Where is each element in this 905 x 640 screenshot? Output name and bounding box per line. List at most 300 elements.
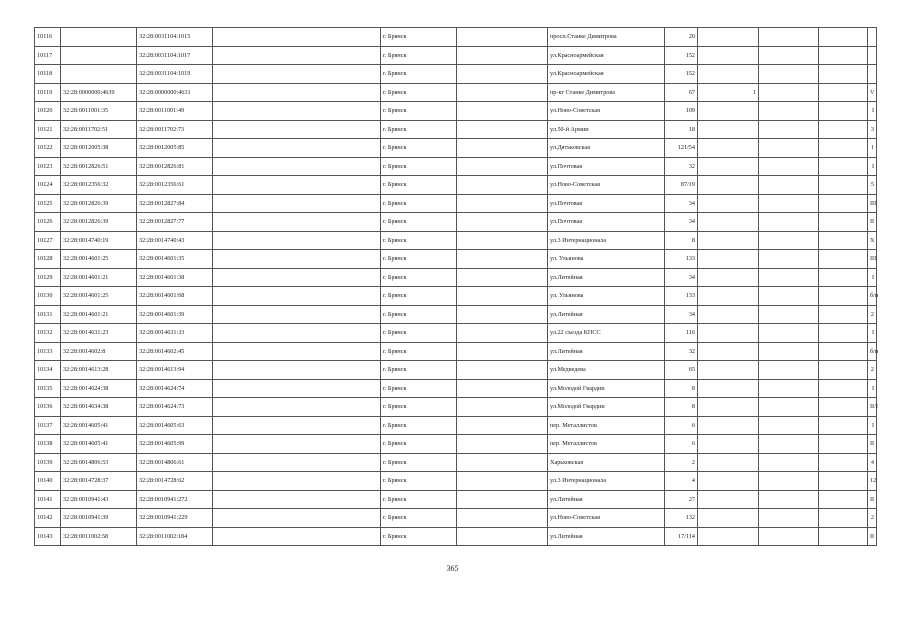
cell-street: ул.Почтовая xyxy=(548,194,665,213)
cell-premise: X xyxy=(868,231,877,250)
cell-empty-col xyxy=(213,305,381,324)
cell-house-number: 116 xyxy=(665,324,698,343)
cell-extra-col-a xyxy=(698,102,759,121)
cell-house-number: 6 xyxy=(665,435,698,454)
cell-cadastral-number-parcel xyxy=(61,65,137,84)
cell-house-number: 34 xyxy=(665,194,698,213)
cell-extra-col-a xyxy=(698,213,759,232)
cell-street: ул.Литейная xyxy=(548,527,665,546)
cell-record-number: 10138 xyxy=(35,435,61,454)
cell-record-number: 10120 xyxy=(35,102,61,121)
cell-extra-col-c xyxy=(819,490,868,509)
cell-extra-col-a xyxy=(698,28,759,47)
cell-empty-col xyxy=(213,194,381,213)
cell-premise xyxy=(868,65,877,84)
cell-house-number: 34 xyxy=(665,305,698,324)
cell-empty-col xyxy=(457,379,548,398)
cell-record-number: 10124 xyxy=(35,176,61,195)
cell-cadastral-number-parcel: 32:28:0010941:43 xyxy=(61,490,137,509)
cell-cadastral-number-object: 32:28:0014624:74 xyxy=(137,379,213,398)
cell-cadastral-number-parcel: 32:28:0011002:58 xyxy=(61,527,137,546)
cell-city: г. Брянск xyxy=(381,231,457,250)
cell-cadastral-number-parcel: 32:28:0014634:38 xyxy=(61,398,137,417)
cell-premise: V xyxy=(868,83,877,102)
table-row xyxy=(35,379,877,398)
cell-cadastral-number-object: 32:28:0012356:61 xyxy=(137,176,213,195)
cell-street: ул.Почтовая xyxy=(548,213,665,232)
cell-extra-col-a xyxy=(698,435,759,454)
table-row xyxy=(35,157,877,176)
cell-extra-col-a xyxy=(698,472,759,491)
cell-city: г. Брянск xyxy=(381,527,457,546)
cell-house-number: 133 xyxy=(665,250,698,269)
cell-extra-col-b xyxy=(759,213,819,232)
cell-city: г. Брянск xyxy=(381,361,457,380)
cell-cadastral-number-object: 32:28:0012827:84 xyxy=(137,194,213,213)
cell-house-number: 20 xyxy=(665,28,698,47)
cell-extra-col-b xyxy=(759,287,819,306)
cell-empty-col xyxy=(213,120,381,139)
cell-premise: II xyxy=(868,435,877,454)
cell-cadastral-number-parcel: 32:28:0014601:21 xyxy=(61,305,137,324)
cell-cadastral-number-parcel: 32:28:0014602:8 xyxy=(61,342,137,361)
cell-premise: 12 xyxy=(868,472,877,491)
cell-record-number: 10118 xyxy=(35,65,61,84)
cell-empty-col xyxy=(457,509,548,528)
cell-premise: 2 xyxy=(868,361,877,380)
cell-cadastral-number-parcel: 32:28:0014631:23 xyxy=(61,324,137,343)
cell-cadastral-number-object: 32:28:0014602:45 xyxy=(137,342,213,361)
cell-record-number: 10116 xyxy=(35,28,61,47)
cell-house-number: 34 xyxy=(665,213,698,232)
cell-city: г. Брянск xyxy=(381,120,457,139)
cell-record-number: 10125 xyxy=(35,194,61,213)
cell-cadastral-number-object: 32:28:0014806:61 xyxy=(137,453,213,472)
cell-extra-col-a xyxy=(698,231,759,250)
cell-empty-col xyxy=(213,139,381,158)
cell-extra-col-a xyxy=(698,287,759,306)
table-row xyxy=(35,398,877,417)
cell-extra-col-b xyxy=(759,490,819,509)
cell-extra-col-c xyxy=(819,435,868,454)
cell-extra-col-c xyxy=(819,527,868,546)
cell-premise xyxy=(868,46,877,65)
cell-street: ул.Медведева xyxy=(548,361,665,380)
table-row xyxy=(35,527,877,546)
cell-extra-col-a xyxy=(698,379,759,398)
cell-empty-col xyxy=(457,28,548,47)
cell-house-number: 6 xyxy=(665,416,698,435)
cell-record-number: 10143 xyxy=(35,527,61,546)
cell-cadastral-number-object: 32:28:0011702:73 xyxy=(137,120,213,139)
cell-premise: III xyxy=(868,250,877,269)
cell-extra-col-b xyxy=(759,102,819,121)
cell-extra-col-c xyxy=(819,324,868,343)
cell-street: ул. Ульянова xyxy=(548,250,665,269)
cell-empty-col xyxy=(213,176,381,195)
cell-extra-col-c xyxy=(819,102,868,121)
cell-city: г. Брянск xyxy=(381,268,457,287)
cell-street: ул.Красноармейская xyxy=(548,46,665,65)
table-row xyxy=(35,65,877,84)
cell-city: г. Брянск xyxy=(381,453,457,472)
cell-empty-col xyxy=(457,250,548,269)
table-row xyxy=(35,509,877,528)
cell-city: г. Брянск xyxy=(381,435,457,454)
cell-city: г. Брянск xyxy=(381,472,457,491)
cell-empty-col xyxy=(457,361,548,380)
cell-empty-col xyxy=(457,46,548,65)
cell-extra-col-b xyxy=(759,472,819,491)
cell-extra-col-c xyxy=(819,28,868,47)
cell-extra-col-b xyxy=(759,176,819,195)
cell-extra-col-a xyxy=(698,176,759,195)
cell-extra-col-b xyxy=(759,83,819,102)
cell-record-number: 10123 xyxy=(35,157,61,176)
cell-cadastral-number-object: 32:28:0011001:49 xyxy=(137,102,213,121)
cell-empty-col xyxy=(213,102,381,121)
cell-cadastral-number-object: 32:28:0010941:229 xyxy=(137,509,213,528)
cell-cadastral-number-object: 32:28:0014728:62 xyxy=(137,472,213,491)
cell-record-number: 10140 xyxy=(35,472,61,491)
cell-city: г. Брянск xyxy=(381,194,457,213)
cell-extra-col-c xyxy=(819,176,868,195)
cell-city: г. Брянск xyxy=(381,398,457,417)
cell-record-number: 10121 xyxy=(35,120,61,139)
table-row xyxy=(35,250,877,269)
cell-house-number: 121/54 xyxy=(665,139,698,158)
cell-premise: б/н xyxy=(868,342,877,361)
cell-cadastral-number-parcel: 32:28:0012826:51 xyxy=(61,157,137,176)
cell-extra-col-c xyxy=(819,305,868,324)
table-row xyxy=(35,435,877,454)
cell-empty-col xyxy=(213,28,381,47)
cell-record-number: 10117 xyxy=(35,46,61,65)
cell-street: ул. Ульянова xyxy=(548,287,665,306)
cell-street: ул.Ново-Советская xyxy=(548,176,665,195)
cell-extra-col-b xyxy=(759,305,819,324)
cell-city: г. Брянск xyxy=(381,102,457,121)
cell-record-number: 10133 xyxy=(35,342,61,361)
cell-empty-col xyxy=(457,324,548,343)
cell-cadastral-number-object: 32:28:0014613:94 xyxy=(137,361,213,380)
cell-cadastral-number-object: 32:28:0014601:39 xyxy=(137,305,213,324)
cell-street: ул.Ново-Советская xyxy=(548,102,665,121)
cell-record-number: 10128 xyxy=(35,250,61,269)
cell-premise: III xyxy=(868,194,877,213)
cell-premise: II/I xyxy=(868,398,877,417)
table-row xyxy=(35,102,877,121)
cell-street: ул.Литейная xyxy=(548,342,665,361)
cell-extra-col-a xyxy=(698,194,759,213)
cell-house-number: 65 xyxy=(665,361,698,380)
cell-empty-col xyxy=(213,250,381,269)
cell-extra-col-b xyxy=(759,527,819,546)
cell-empty-col xyxy=(457,342,548,361)
table-row xyxy=(35,231,877,250)
cell-cadastral-number-object: 32:28:0014601:38 xyxy=(137,268,213,287)
cell-house-number: 32 xyxy=(665,157,698,176)
cell-city: г. Брянск xyxy=(381,46,457,65)
cell-city: г. Брянск xyxy=(381,213,457,232)
cell-empty-col xyxy=(457,231,548,250)
cell-extra-col-a xyxy=(698,250,759,269)
cell-extra-col-a xyxy=(698,139,759,158)
cell-record-number: 10130 xyxy=(35,287,61,306)
cell-house-number: 32 xyxy=(665,342,698,361)
cell-street: ул.Ново-Советская xyxy=(548,509,665,528)
cell-extra-col-b xyxy=(759,46,819,65)
cell-extra-col-a xyxy=(698,46,759,65)
cell-empty-col xyxy=(213,342,381,361)
cell-cadastral-number-parcel: 32:28:0012005:38 xyxy=(61,139,137,158)
table-row xyxy=(35,176,877,195)
table-row xyxy=(35,287,877,306)
cell-extra-col-c xyxy=(819,453,868,472)
cell-cadastral-number-parcel: 32:28:0014601:21 xyxy=(61,268,137,287)
cell-street: ул.Литейная xyxy=(548,268,665,287)
cell-empty-col xyxy=(457,102,548,121)
cell-house-number: 8 xyxy=(665,398,698,417)
cell-city: г. Брянск xyxy=(381,379,457,398)
cell-empty-col xyxy=(213,324,381,343)
cell-city: г. Брянск xyxy=(381,176,457,195)
cell-premise: I xyxy=(868,268,877,287)
cell-extra-col-b xyxy=(759,416,819,435)
cell-record-number: 10119 xyxy=(35,83,61,102)
table-row xyxy=(35,472,877,491)
cell-record-number: 10126 xyxy=(35,213,61,232)
cell-cadastral-number-parcel: 32:28:0014740:19 xyxy=(61,231,137,250)
cell-extra-col-b xyxy=(759,120,819,139)
cell-empty-col xyxy=(213,213,381,232)
cell-empty-col xyxy=(213,398,381,417)
cell-extra-col-c xyxy=(819,83,868,102)
cell-extra-col-a xyxy=(698,120,759,139)
cell-empty-col xyxy=(213,490,381,509)
cell-empty-col xyxy=(213,379,381,398)
cell-street: ул.Литейная xyxy=(548,305,665,324)
cell-extra-col-c xyxy=(819,194,868,213)
cell-city: г. Брянск xyxy=(381,250,457,269)
cell-cadastral-number-object: 32:28:0014605:99 xyxy=(137,435,213,454)
page-number: 365 xyxy=(446,564,459,573)
cell-extra-col-b xyxy=(759,250,819,269)
cell-empty-col xyxy=(213,527,381,546)
cell-empty-col xyxy=(213,287,381,306)
cell-empty-col xyxy=(213,65,381,84)
cell-house-number: 67 xyxy=(665,83,698,102)
cell-empty-col xyxy=(213,231,381,250)
cell-house-number: 27 xyxy=(665,490,698,509)
cell-empty-col xyxy=(213,157,381,176)
cell-street: ул.50-й Армии xyxy=(548,120,665,139)
cell-street: пер. Металлистов xyxy=(548,416,665,435)
cell-empty-col xyxy=(457,490,548,509)
cell-cadastral-number-object: 32:28:0012826:81 xyxy=(137,157,213,176)
cell-extra-col-c xyxy=(819,139,868,158)
cell-cadastral-number-parcel xyxy=(61,46,137,65)
cell-extra-col-b xyxy=(759,453,819,472)
cell-premise xyxy=(868,28,877,47)
cell-cadastral-number-parcel: 32:28:0011702:51 xyxy=(61,120,137,139)
cell-extra-col-c xyxy=(819,398,868,417)
cell-record-number: 10136 xyxy=(35,398,61,417)
cell-house-number: 152 xyxy=(665,46,698,65)
cell-premise: II xyxy=(868,490,877,509)
cell-premise: 1 xyxy=(868,139,877,158)
cell-extra-col-b xyxy=(759,324,819,343)
cell-cadastral-number-parcel: 32:28:0014601:25 xyxy=(61,287,137,306)
cell-premise: б/н xyxy=(868,287,877,306)
cell-empty-col xyxy=(457,176,548,195)
cell-extra-col-a xyxy=(698,65,759,84)
cell-cadastral-number-parcel: 32:28:0012826:39 xyxy=(61,213,137,232)
cell-cadastral-number-object: 32:28:0014601:35 xyxy=(137,250,213,269)
cell-city: г. Брянск xyxy=(381,28,457,47)
cell-street: ул.Почтовая xyxy=(548,157,665,176)
cell-extra-col-b xyxy=(759,28,819,47)
cell-record-number: 10139 xyxy=(35,453,61,472)
table-row xyxy=(35,305,877,324)
cell-street: Харьковская xyxy=(548,453,665,472)
cell-cadastral-number-object: 32:28:0012005:85 xyxy=(137,139,213,158)
cell-cadastral-number-object: 32:28:0014605:63 xyxy=(137,416,213,435)
cell-empty-col xyxy=(213,435,381,454)
cell-empty-col xyxy=(457,472,548,491)
cell-house-number: 152 xyxy=(665,65,698,84)
cell-house-number: 132 xyxy=(665,509,698,528)
cell-extra-col-c xyxy=(819,342,868,361)
cell-cadastral-number-parcel: 32:28:0014806:53 xyxy=(61,453,137,472)
table-row xyxy=(35,83,877,102)
cell-empty-col xyxy=(213,509,381,528)
cell-city: г. Брянск xyxy=(381,509,457,528)
cell-city: г. Брянск xyxy=(381,83,457,102)
cell-extra-col-b xyxy=(759,139,819,158)
cell-empty-col xyxy=(213,268,381,287)
cell-premise: 3 xyxy=(868,120,877,139)
cell-street: пр-кт Станке Димитрова xyxy=(548,83,665,102)
cell-cadastral-number-parcel: 32:28:0000000:4639 xyxy=(61,83,137,102)
cell-extra-col-b xyxy=(759,509,819,528)
cell-street: ул.Красноармейская xyxy=(548,65,665,84)
cell-house-number: 17/114 xyxy=(665,527,698,546)
cell-cadastral-number-object: 32:28:0010941:272 xyxy=(137,490,213,509)
cell-extra-col-a xyxy=(698,268,759,287)
cell-empty-col xyxy=(457,453,548,472)
cell-premise: 2 xyxy=(868,509,877,528)
cell-house-number: 4 xyxy=(665,472,698,491)
cell-empty-col xyxy=(457,416,548,435)
cell-extra-col-c xyxy=(819,231,868,250)
cell-premise: I xyxy=(868,157,877,176)
cell-empty-col xyxy=(213,46,381,65)
cell-house-number: 133 xyxy=(665,287,698,306)
cell-empty-col xyxy=(457,213,548,232)
cell-cadastral-number-parcel: 32:28:0011001:35 xyxy=(61,102,137,121)
cell-empty-col xyxy=(457,194,548,213)
cell-city: г. Брянск xyxy=(381,305,457,324)
cell-empty-col xyxy=(457,65,548,84)
cell-cadastral-number-parcel: 32:28:0010941:39 xyxy=(61,509,137,528)
cell-premise: II xyxy=(868,213,877,232)
table-row xyxy=(35,416,877,435)
cell-empty-col xyxy=(213,416,381,435)
cell-city: г. Брянск xyxy=(381,416,457,435)
cell-house-number: 8 xyxy=(665,231,698,250)
register-table xyxy=(34,27,877,546)
cell-city: г. Брянск xyxy=(381,65,457,84)
cell-extra-col-a xyxy=(698,305,759,324)
cell-extra-col-b xyxy=(759,194,819,213)
table-row xyxy=(35,361,877,380)
cell-cadastral-number-object: 32:28:0014740:43 xyxy=(137,231,213,250)
table-row xyxy=(35,139,877,158)
cell-extra-col-a xyxy=(698,509,759,528)
cell-empty-col xyxy=(457,120,548,139)
cell-cadastral-number-object: 32:28:0031104:1017 xyxy=(137,46,213,65)
table-row xyxy=(35,46,877,65)
cell-extra-col-b xyxy=(759,342,819,361)
cell-premise: I xyxy=(868,416,877,435)
cell-record-number: 10141 xyxy=(35,490,61,509)
cell-extra-col-c xyxy=(819,157,868,176)
cell-city: г. Брянск xyxy=(381,490,457,509)
cell-extra-col-c xyxy=(819,361,868,380)
cell-house-number: 87/19 xyxy=(665,176,698,195)
cell-empty-col xyxy=(457,435,548,454)
cell-street: ул.3 Интернационала xyxy=(548,472,665,491)
cell-cadastral-number-object: 32:28:0014631:33 xyxy=(137,324,213,343)
cell-cadastral-number-parcel: 32:28:0014624:38 xyxy=(61,379,137,398)
cell-record-number: 10131 xyxy=(35,305,61,324)
cell-premise: II xyxy=(868,527,877,546)
cell-empty-col xyxy=(457,527,548,546)
cell-extra-col-a xyxy=(698,324,759,343)
cell-cadastral-number-object: 32:28:0031104:1015 xyxy=(137,28,213,47)
cell-house-number: 18 xyxy=(665,120,698,139)
cell-street: ул.Молодой Гвардии xyxy=(548,398,665,417)
cell-cadastral-number-parcel: 32:28:0014605:41 xyxy=(61,416,137,435)
cell-city: г. Брянск xyxy=(381,139,457,158)
cell-house-number: 2 xyxy=(665,453,698,472)
cell-street: просп.Станке Димитрова xyxy=(548,28,665,47)
table-row xyxy=(35,268,877,287)
cell-empty-col xyxy=(457,287,548,306)
cell-street: ул.Дятьковская xyxy=(548,139,665,158)
cell-extra-col-b xyxy=(759,379,819,398)
cell-extra-col-c xyxy=(819,120,868,139)
cell-extra-col-a: 1 xyxy=(698,83,759,102)
cell-extra-col-c xyxy=(819,65,868,84)
cell-extra-col-a xyxy=(698,416,759,435)
cell-record-number: 10122 xyxy=(35,139,61,158)
cell-extra-col-b xyxy=(759,157,819,176)
table-row xyxy=(35,194,877,213)
cell-cadastral-number-parcel: 32:28:0014605:41 xyxy=(61,435,137,454)
cell-city: г. Брянск xyxy=(381,287,457,306)
cell-record-number: 10137 xyxy=(35,416,61,435)
cell-empty-col xyxy=(457,83,548,102)
cell-cadastral-number-parcel xyxy=(61,28,137,47)
cell-street: пер. Металлистов xyxy=(548,435,665,454)
table-body xyxy=(35,28,877,546)
table-row xyxy=(35,213,877,232)
cell-extra-col-a xyxy=(698,157,759,176)
cell-extra-col-b xyxy=(759,268,819,287)
cell-extra-col-c xyxy=(819,472,868,491)
